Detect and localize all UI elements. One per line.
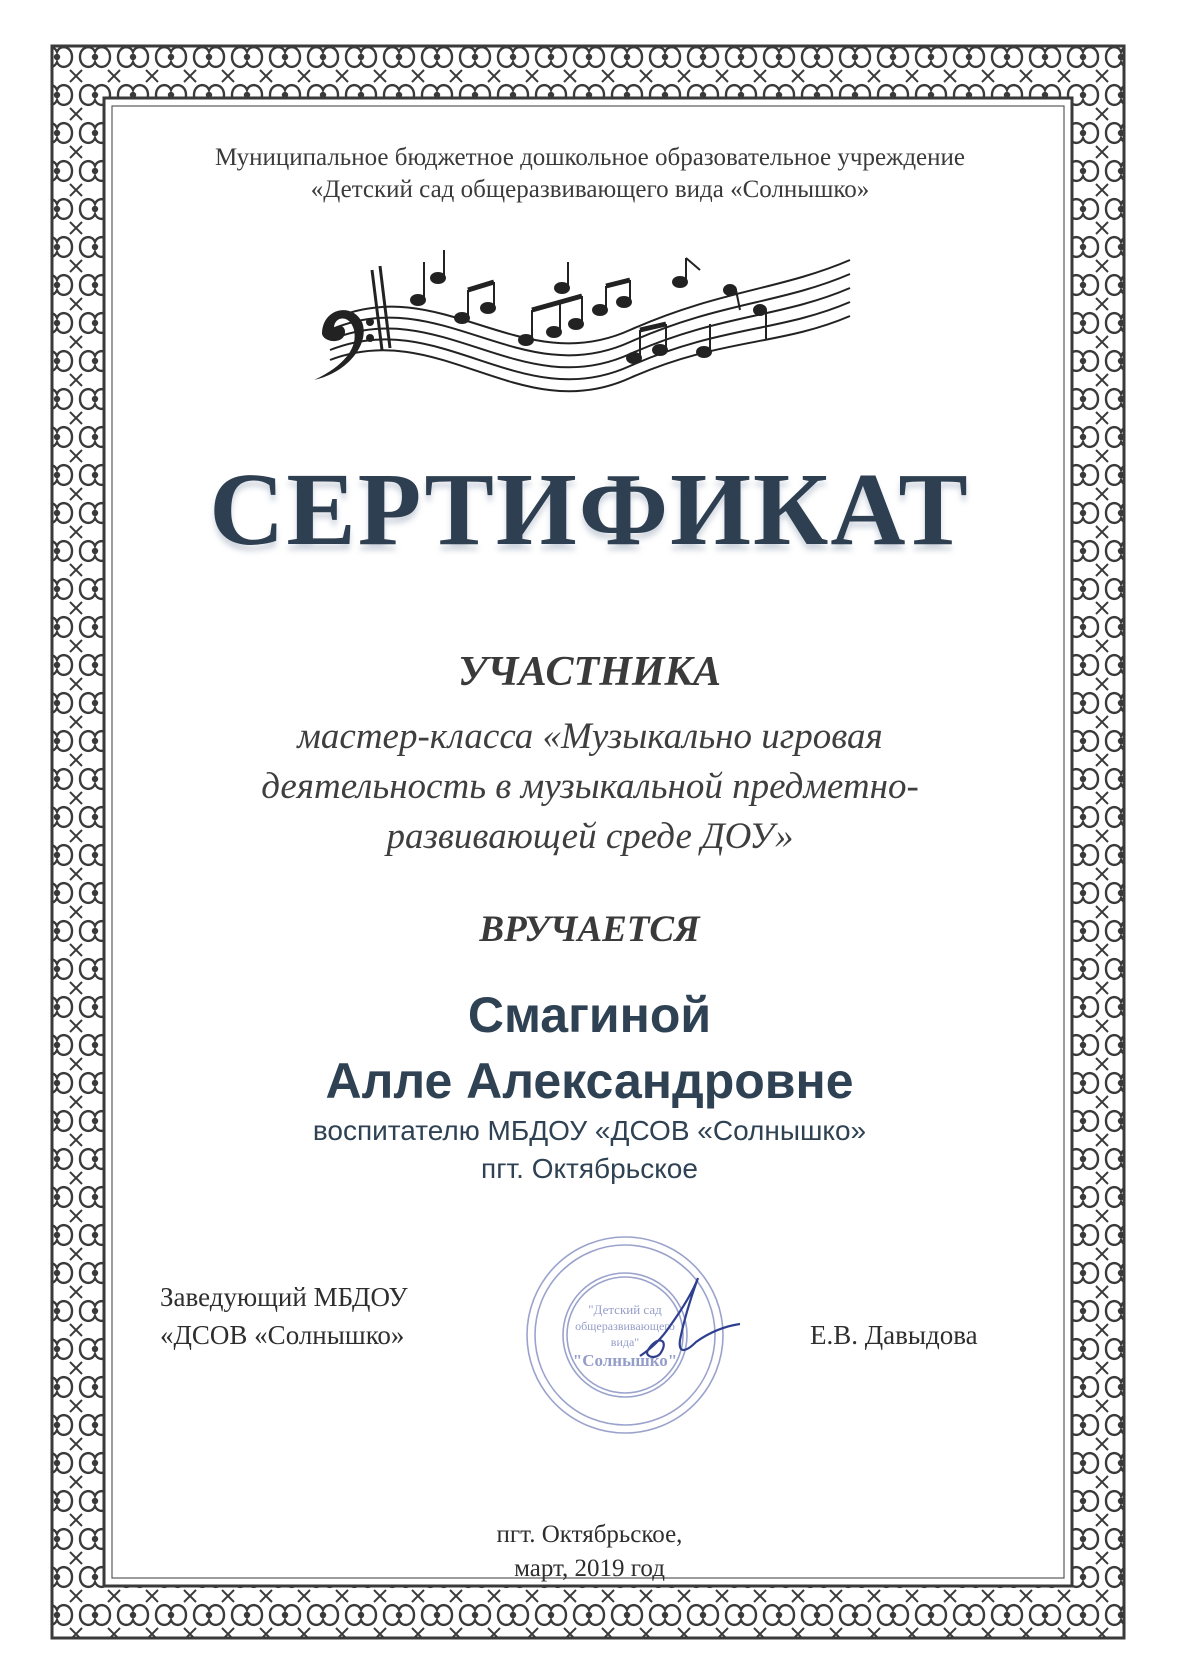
footer-date: март, 2019 год	[514, 1555, 665, 1582]
institution-line-2: «Детский сад общеразвивающего вида «Солнышко»	[310, 176, 870, 203]
seal-line-1: "Детский сад	[588, 1302, 662, 1317]
recipient-name	[0, 982, 1179, 1114]
institution-line-1: Муниципальное бюджетное дошкольное образовательное учреждение	[215, 144, 965, 171]
institution-header	[140, 142, 1040, 206]
official-seal	[520, 1230, 740, 1440]
awarded-label: ВРУЧАЕТСЯ	[479, 909, 700, 950]
signature-mark	[640, 1278, 740, 1357]
recipient-locality: пгт. Октябрьское	[481, 1153, 698, 1184]
signatory-title	[160, 1278, 500, 1354]
event-line-3: развивающей среде ДОУ»	[386, 816, 794, 857]
seal-line-4: "Солнышко"	[572, 1351, 678, 1370]
event-description	[160, 712, 1020, 862]
footer	[0, 1518, 1179, 1586]
seal-line-2: общеразвивающего	[575, 1319, 675, 1333]
recipient-surname: Смагиной	[467, 987, 712, 1043]
music-notes-illustration	[300, 230, 860, 430]
signatory-name: Е.В. Давыдова	[810, 1320, 978, 1350]
event-line-1: мастер-класса «Музыкально игровая	[297, 716, 883, 757]
recipient-job: воспитателю МБДОУ «ДСОВ «Солнышко»	[312, 1115, 867, 1146]
recipient-position	[0, 1112, 1179, 1188]
recipient-given-names: Алле Александровне	[325, 1053, 854, 1109]
certificate-title: СЕРТИФИКАТ	[209, 452, 970, 567]
signatory-title-line-2: «ДСОВ «Солнышко»	[160, 1320, 405, 1350]
footer-place: пгт. Октябрьское,	[496, 1521, 683, 1548]
note-glyphs	[411, 250, 766, 363]
event-line-2: деятельность в музыкальной предметно-	[261, 766, 919, 807]
seal-line-3: вида"	[610, 1335, 640, 1349]
signatory-title-line-1: Заведующий МБДОУ	[160, 1282, 408, 1312]
participant-label: УЧАСТНИКА	[457, 649, 722, 695]
